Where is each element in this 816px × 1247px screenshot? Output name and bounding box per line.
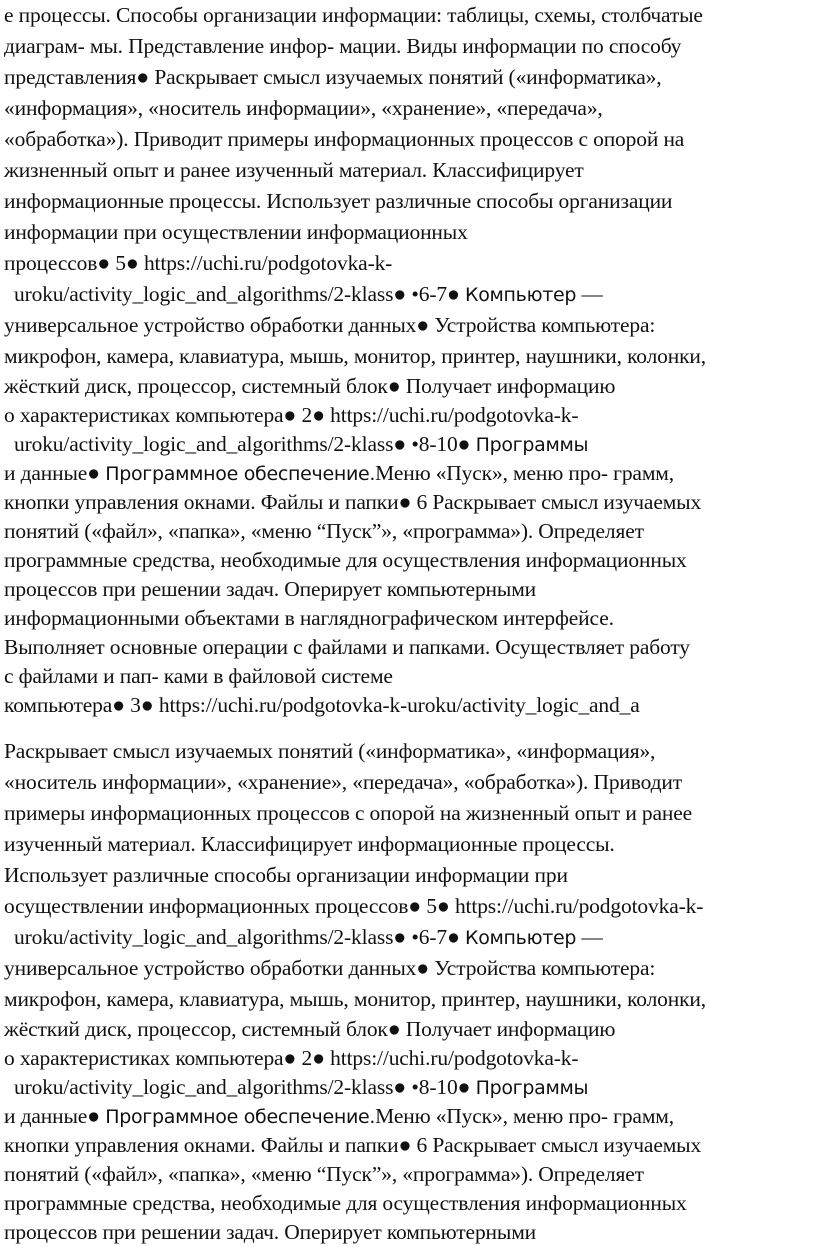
heading-term: Компьютер	[465, 284, 577, 306]
text-line: кнопки управления окнами. Файлы и папки● 6 Раскрывает смысл изучаемых	[4, 1133, 702, 1157]
text-run: Меню «Пуск», меню про- грамм,	[375, 461, 674, 485]
text-run: uroku/activity_logic_and_algorithms/2-klass● •8-10●	[14, 432, 476, 456]
text-line: информационные процессы. Использует различные способы организации	[4, 189, 673, 213]
text-line: универсальное устройство обработки данных● Устройства компьютера:	[4, 956, 656, 980]
text-line: примеры информационных процессов с опорой на жизненный опыт и ранее	[4, 801, 693, 825]
text-line: микрофон, камера, клавиатура, мышь, монитор, принтер, наушники, колонки,	[4, 987, 707, 1011]
text-run: и данные●	[4, 461, 106, 485]
text-line: информационными объектами в нагляднографическом интерфейсе.	[4, 606, 614, 630]
paragraph-block-2	[4, 736, 814, 1247]
text-line: универсальное устройство обработки данных● Устройства компьютера:	[4, 313, 656, 337]
text-line	[4, 1073, 814, 1102]
text-line: Раскрывает смысл изучаемых понятий («информатика», «информация»,	[4, 739, 656, 763]
heading-term: Программное обеспечение.	[105, 463, 376, 485]
text-line: представления● Раскрывает смысл изучаемых понятий («информатика»,	[4, 65, 662, 89]
text-line: жёсткий диск, процессор, системный блок● Получает информацию	[4, 374, 616, 398]
text-line	[4, 279, 814, 310]
text-line	[4, 922, 814, 953]
text-line: изученный материал. Классифицирует информационные процессы.	[4, 832, 615, 856]
document-page	[4, 0, 814, 1247]
text-run: uroku/activity_logic_and_algorithms/2-klass● •6-7●	[14, 282, 465, 306]
text-run: uroku/activity_logic_and_algorithms/2-klass● •6-7●	[14, 925, 465, 949]
text-line: понятий («файл», «папка», «меню “Пуск”», «программа»). Определяет	[4, 519, 644, 543]
text-line: микрофон, камера, клавиатура, мышь, монитор, принтер, наушники, колонки,	[4, 344, 707, 368]
text-line: кнопки управления окнами. Файлы и папки● 6 Раскрывает смысл изучаемых	[4, 490, 702, 514]
heading-term: Программы	[475, 1077, 589, 1099]
text-line	[4, 1102, 814, 1131]
text-line: «носитель информации», «хранение», «передача», «обработка»). Приводит	[4, 770, 683, 794]
text-line: информации при осуществлении информационных	[4, 220, 468, 244]
block-gap	[4, 720, 814, 736]
text-line: программные средства, необходимые для осуществления информационных	[4, 1191, 687, 1215]
text-line	[4, 459, 814, 488]
paragraph-block-1	[4, 0, 814, 720]
text-run: uroku/activity_logic_and_algorithms/2-klass● •8-10●	[14, 1075, 476, 1099]
text-line: с файлами и пап- ками в файловой системе	[4, 664, 393, 688]
text-line: процессов● 5● https://uchi.ru/podgotovka-k-	[4, 251, 393, 275]
text-line: жизненный опыт и ранее изученный материал. Классифицирует	[4, 158, 584, 182]
text-line: Выполняет основные операции с файлами и папками. Осуществляет работу	[4, 635, 690, 659]
text-line: программные средства, необходимые для осуществления информационных	[4, 548, 687, 572]
heading-term: Программы	[475, 434, 589, 456]
text-line: Использует различные способы организации информации при	[4, 863, 568, 887]
text-line	[4, 430, 814, 459]
text-line: процессов при решении задач. Оперирует компьютерными	[4, 1220, 537, 1244]
text-line: е процессы. Способы организации информации: таблицы, схемы, столбчатые	[4, 3, 703, 27]
text-run: и данные●	[4, 1104, 106, 1128]
text-line: процессов при решении задач. Оперирует компьютерными	[4, 577, 537, 601]
text-line: диаграм- мы. Представление инфор- мации. Виды информации по способу	[4, 34, 682, 58]
text-line: о характеристиках компьютера● 2● https://uchi.ru/podgotovka-k-	[4, 403, 579, 427]
heading-term: Компьютер	[465, 927, 577, 949]
text-run: Меню «Пуск», меню про- грамм,	[375, 1104, 674, 1128]
text-line: «информация», «носитель информации», «хранение», «передача»,	[4, 96, 603, 120]
text-line: жёсткий диск, процессор, системный блок● Получает информацию	[4, 1017, 616, 1041]
text-run: —	[576, 282, 603, 306]
text-line: понятий («файл», «папка», «меню “Пуск”», «программа»). Определяет	[4, 1162, 644, 1186]
text-line: о характеристиках компьютера● 2● https://uchi.ru/podgotovka-k-	[4, 1046, 579, 1070]
heading-term: Программное обеспечение.	[105, 1106, 376, 1128]
text-run: —	[576, 925, 603, 949]
text-line: компьютера● 3● https://uchi.ru/podgotovka-k-uroku/activity_logic_and_a	[4, 693, 640, 717]
text-line: «обработка»). Приводит примеры информационных процессов с опорой на	[4, 127, 685, 151]
text-line: осуществлении информационных процессов● 5● https://uchi.ru/podgotovka-k-	[4, 894, 704, 918]
